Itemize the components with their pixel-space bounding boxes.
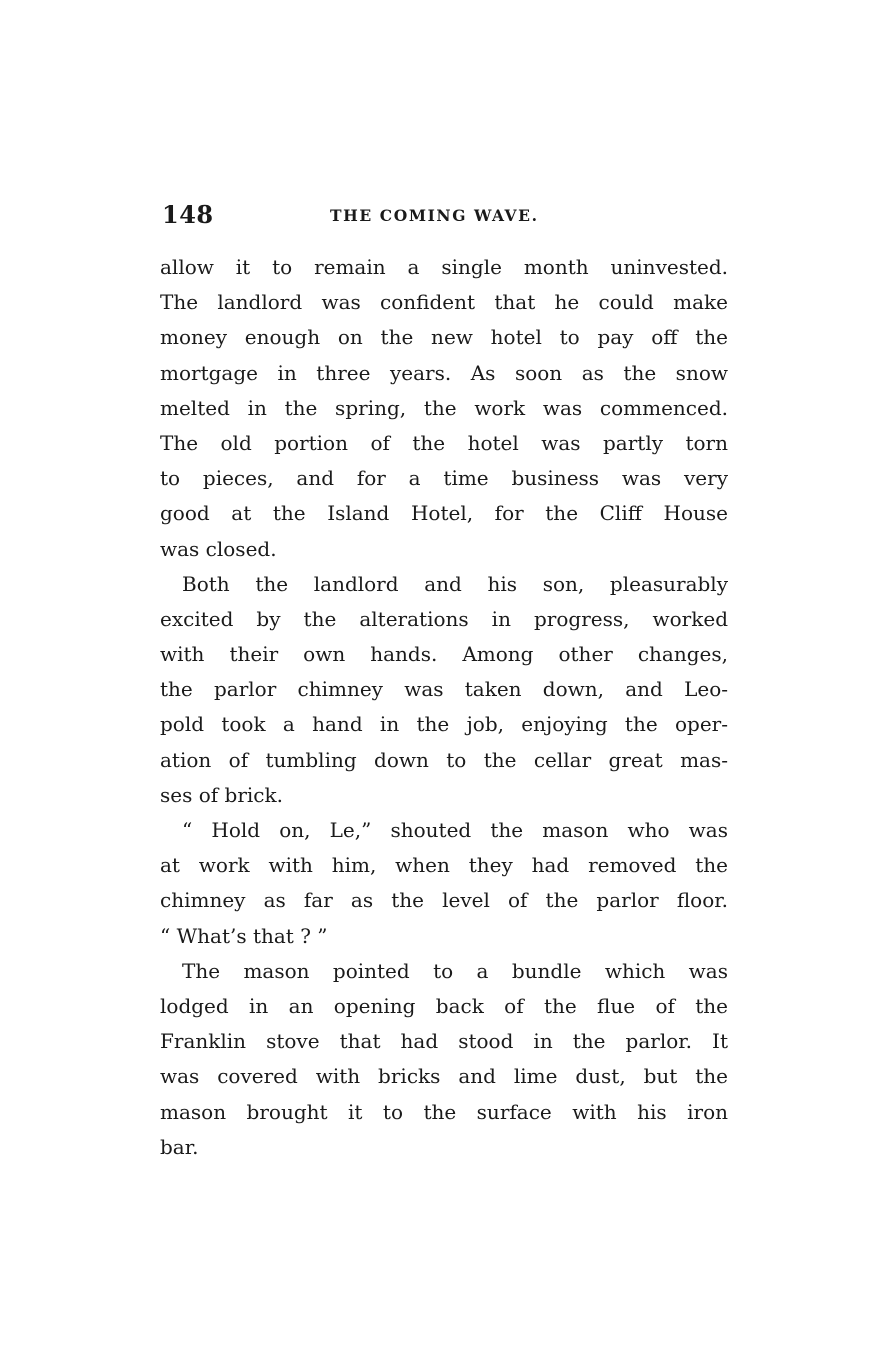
text-line: with their own hands. Among other changes, <box>160 642 728 667</box>
text-line: was covered with bricks and lime dust, but the <box>160 1064 728 1089</box>
paragraph-first-line: “ Hold on, Le,” shouted the mason who was <box>182 818 728 842</box>
text-line: mason brought it to the surface with his iron <box>160 1099 728 1124</box>
text-line: Franklin stove that had stood in the parlor. It <box>160 1029 728 1054</box>
text-line: money enough on the new hotel to pay off the <box>160 325 728 350</box>
text-line: melted in the spring, the work was commenced. <box>160 395 728 420</box>
text-line: ation of tumbling down to the cellar great mas- <box>160 747 728 772</box>
text-line: excited by the alterations in progress, worked <box>160 606 728 631</box>
paragraph-first-line: The mason pointed to a bundle which was <box>182 958 728 983</box>
text-line: allow it to remain a single month uninvested. <box>160 255 728 279</box>
text-line: good at the Island Hotel, for the Cliff House <box>160 501 728 526</box>
text-line: chimney as far as the level of the parlor floor. <box>160 888 728 913</box>
text-line: The old portion of the hotel was partly torn <box>160 430 728 455</box>
paragraph-first-line: Both the landlord and his son, pleasurably <box>182 571 728 596</box>
body-text <box>160 250 728 1165</box>
text-line: bar. <box>160 1134 199 1159</box>
running-title: THE COMING WAVE. <box>330 206 539 225</box>
text-line: mortgage in three years. As soon as the snow <box>160 360 728 385</box>
page-header <box>162 196 732 236</box>
text-line: the parlor chimney was taken down, and Leo- <box>160 677 728 702</box>
text-line: The landlord was confident that he could make <box>160 290 728 315</box>
text-line: to pieces, and for a time business was very <box>160 466 728 491</box>
text-line: “ What’s that ? ” <box>160 923 328 948</box>
text-line: ses of brick. <box>160 782 283 807</box>
text-line: lodged in an opening back of the flue of the <box>160 993 728 1018</box>
text-line: pold took a hand in the job, enjoying the oper- <box>160 712 728 737</box>
text-line: was closed. <box>160 536 277 561</box>
page-number: 148 <box>162 200 214 229</box>
text-line: at work with him, when they had removed the <box>160 853 728 878</box>
